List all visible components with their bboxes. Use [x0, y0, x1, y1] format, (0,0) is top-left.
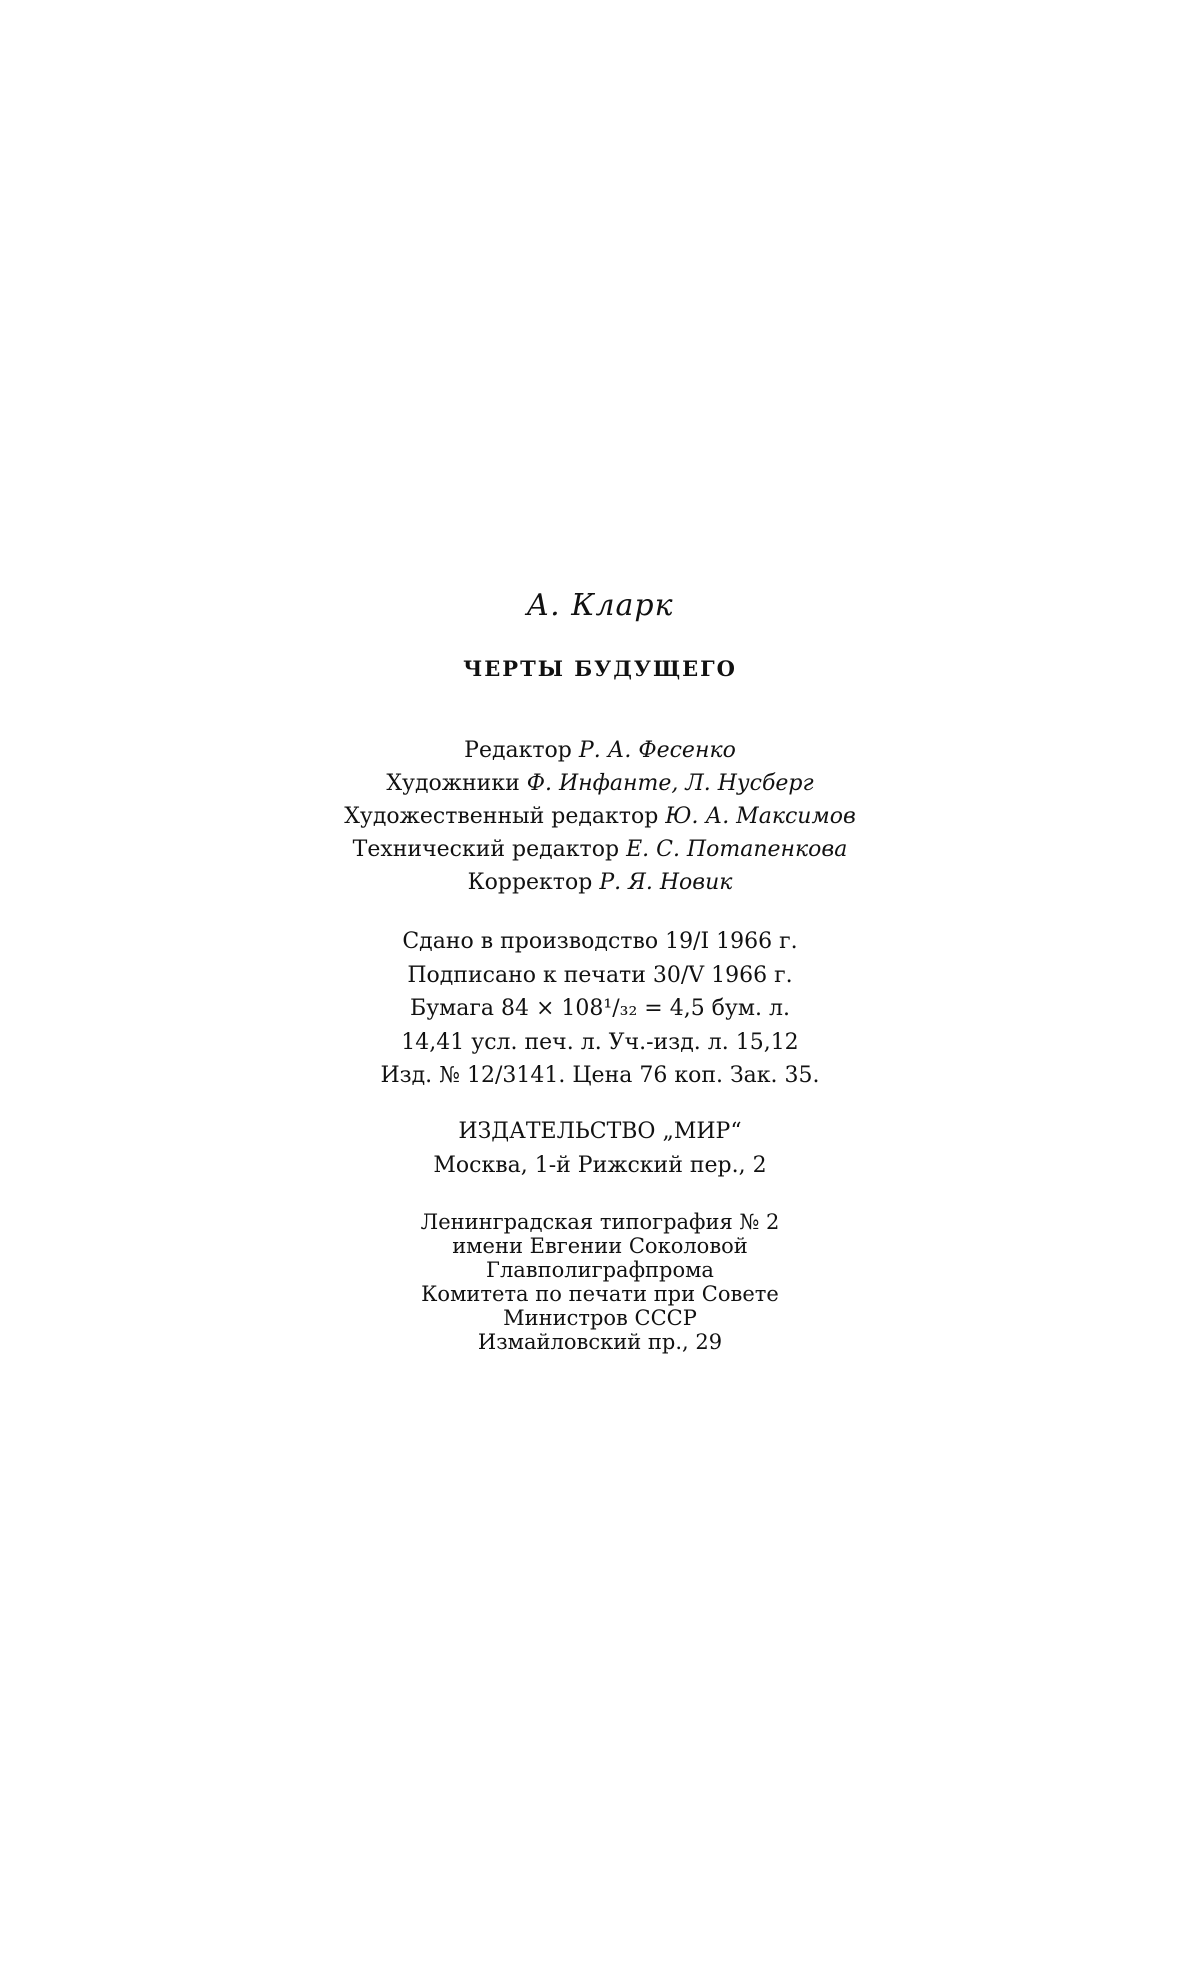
credit-name: Е. С. Потапенкова [626, 837, 848, 862]
publisher-name: ИЗДАТЕЛЬСТВО „МИР“ [458, 1119, 742, 1144]
credit-role: Технический редактор [352, 837, 620, 862]
book-title: ЧЕРТЫ БУДУЩЕГО [463, 656, 737, 681]
printer-line: Комитета по печати при Совете [421, 1282, 779, 1306]
printer-section [300, 1210, 900, 1354]
printer-line: Главполиграфпрома [486, 1258, 714, 1282]
credit-line [300, 767, 900, 800]
print-info-line: 14,41 усл. печ. л. Уч.-изд. л. 15,12 [401, 1029, 799, 1055]
credit-line [300, 833, 900, 866]
print-info-line: Изд. № 12/3141. Цена 76 коп. Зак. 35. [380, 1063, 820, 1088]
credit-role: Художники [386, 771, 520, 796]
publisher-address: Москва, 1-й Рижский пер., 2 [433, 1153, 767, 1178]
credit-name: Р. Я. Новик [599, 870, 733, 895]
credit-line [300, 734, 900, 767]
publisher-section [300, 1115, 900, 1183]
printer-line: Министров СССР [503, 1306, 697, 1330]
credit-line [300, 866, 900, 899]
print-info-line: Сдано в производство 19/I 1966 г. [402, 929, 798, 954]
print-info-section [300, 925, 900, 1093]
printer-line: Измайловский пр., 29 [477, 1330, 723, 1354]
credit-line [300, 800, 900, 833]
print-info-line: Подписано к печати 30/V 1966 г. [407, 962, 793, 988]
credit-name: Р. А. Фесенко [578, 738, 736, 763]
credits-section [300, 734, 900, 899]
credit-role: Корректор [467, 870, 593, 895]
credit-name: Ю. А. Максимов [665, 804, 856, 829]
printer-line: Ленинградская типография № 2 [420, 1210, 780, 1234]
author-name: А. Кларк [526, 588, 674, 623]
print-info-line: Бумага 84 × 108¹/₃₂ = 4,5 бум. л. [410, 996, 790, 1021]
credit-role: Художественный редактор [344, 804, 659, 829]
printer-line: имени Евгении Соколовой [452, 1234, 748, 1258]
credit-role: Редактор [464, 738, 572, 763]
credit-name: Ф. Инфанте, Л. Нусберг [526, 771, 814, 796]
